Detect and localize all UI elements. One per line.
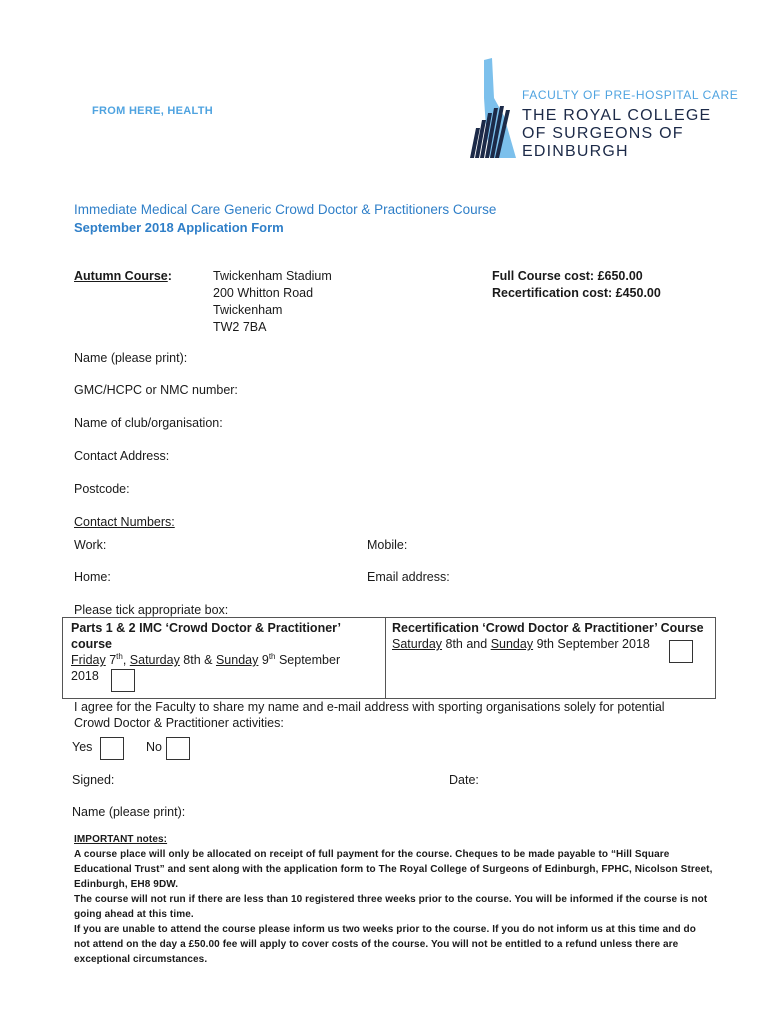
recert-course-checkbox[interactable] bbox=[669, 640, 693, 663]
notes-heading: IMPORTANT notes: bbox=[74, 834, 168, 845]
notes-paragraph: The course will not run if there are less than 10 registered three weeks prior to the course. You will be informed if the course is not going ahead at this time. bbox=[74, 894, 708, 920]
recert-cost: Recertification cost: £450.00 bbox=[492, 286, 661, 300]
option-recert-course bbox=[392, 620, 712, 652]
form-subtitle: September 2018 Application Form bbox=[74, 220, 284, 235]
consent-yes-label: Yes bbox=[72, 740, 93, 754]
club-field-label: Name of club/organisation: bbox=[74, 416, 223, 430]
full-course-cost: Full Course cost: £650.00 bbox=[492, 269, 643, 283]
home-field-label: Home: bbox=[74, 570, 111, 584]
venue-line: Twickenham bbox=[213, 303, 283, 317]
college-line: OF SURGEONS OF bbox=[522, 125, 684, 142]
college-line: THE ROYAL COLLEGE bbox=[522, 107, 712, 124]
option-recert-dates: Saturday 8th and Sunday 9th September 2018 bbox=[392, 637, 650, 651]
name-field-label: Name (please print): bbox=[74, 351, 188, 365]
print-name-field-label: Name (please print): bbox=[72, 805, 186, 819]
college-line: EDINBURGH bbox=[522, 143, 629, 160]
option-full-dates: Friday 7th, Saturday 8th & Sunday 9th September bbox=[71, 651, 341, 667]
tick-prompt: Please tick appropriate box: bbox=[74, 603, 229, 617]
consent-text-line1: I agree for the Faculty to share my name and e-mail address with sporting organisations solely for potential bbox=[74, 700, 665, 714]
work-field-label: Work: bbox=[74, 538, 107, 552]
course-label: Autumn Course: bbox=[74, 269, 172, 283]
venue-line: Twickenham Stadium bbox=[213, 269, 332, 283]
faculty-name: FACULTY OF PRE-HOSPITAL CARE bbox=[522, 88, 739, 102]
important-notes bbox=[74, 832, 714, 967]
venue-address bbox=[213, 268, 332, 336]
address-field-label: Contact Address: bbox=[74, 449, 170, 463]
college-crest-logo bbox=[470, 58, 520, 162]
consent-text-line2: Crowd Doctor & Practitioner activities: bbox=[74, 716, 284, 730]
option-recert-title: Recertification ‘Crowd Doctor & Practitioner’ Course bbox=[392, 621, 704, 635]
postcode-field-label: Postcode: bbox=[74, 482, 130, 496]
full-course-checkbox[interactable] bbox=[111, 669, 135, 692]
venue-line: 200 Whitton Road bbox=[213, 286, 314, 300]
venue-line: TW2 7BA bbox=[213, 320, 267, 334]
mobile-field-label: Mobile: bbox=[367, 538, 408, 552]
consent-no-checkbox[interactable] bbox=[166, 737, 190, 760]
email-field-label: Email address: bbox=[367, 570, 450, 584]
option-full-year-row: 2018 bbox=[71, 669, 99, 683]
form-title: Immediate Medical Care Generic Crowd Doctor & Practitioners Course bbox=[74, 202, 497, 217]
consent-yes-checkbox[interactable] bbox=[100, 737, 124, 760]
course-options-table bbox=[62, 617, 716, 699]
tagline: FROM HERE, HEALTH bbox=[92, 105, 214, 117]
table-divider bbox=[385, 618, 386, 698]
option-full-title-cont: course bbox=[71, 637, 112, 651]
option-full-title: Parts 1 & 2 IMC ‘Crowd Doctor & Practitioner’ bbox=[71, 621, 341, 635]
contact-numbers-heading: Contact Numbers: bbox=[74, 515, 175, 529]
notes-paragraph: A course place will only be allocated on receipt of full payment for the course. Cheques to be made payable to “Hill Square Educational Trust” and sent along with the application form to The Royal College of Surgeons of Edinburgh, FPHC, Nicolson Street, Edinburgh, EH8 9DW. bbox=[74, 849, 713, 890]
gmc-field-label: GMC/HCPC or NMC number: bbox=[74, 383, 238, 397]
notes-paragraph: If you are unable to attend the course please inform us two weeks prior to the course. If you do not inform us at this time and do not attend on the day a £50.00 fee will apply to cover costs of the course. You will not be entitled to a refund unless there are exceptional circumstances. bbox=[74, 924, 696, 965]
date-field-label: Date: bbox=[449, 773, 479, 787]
signed-field-label: Signed: bbox=[72, 773, 115, 787]
college-name bbox=[522, 107, 711, 161]
consent-no-label: No bbox=[146, 740, 162, 754]
